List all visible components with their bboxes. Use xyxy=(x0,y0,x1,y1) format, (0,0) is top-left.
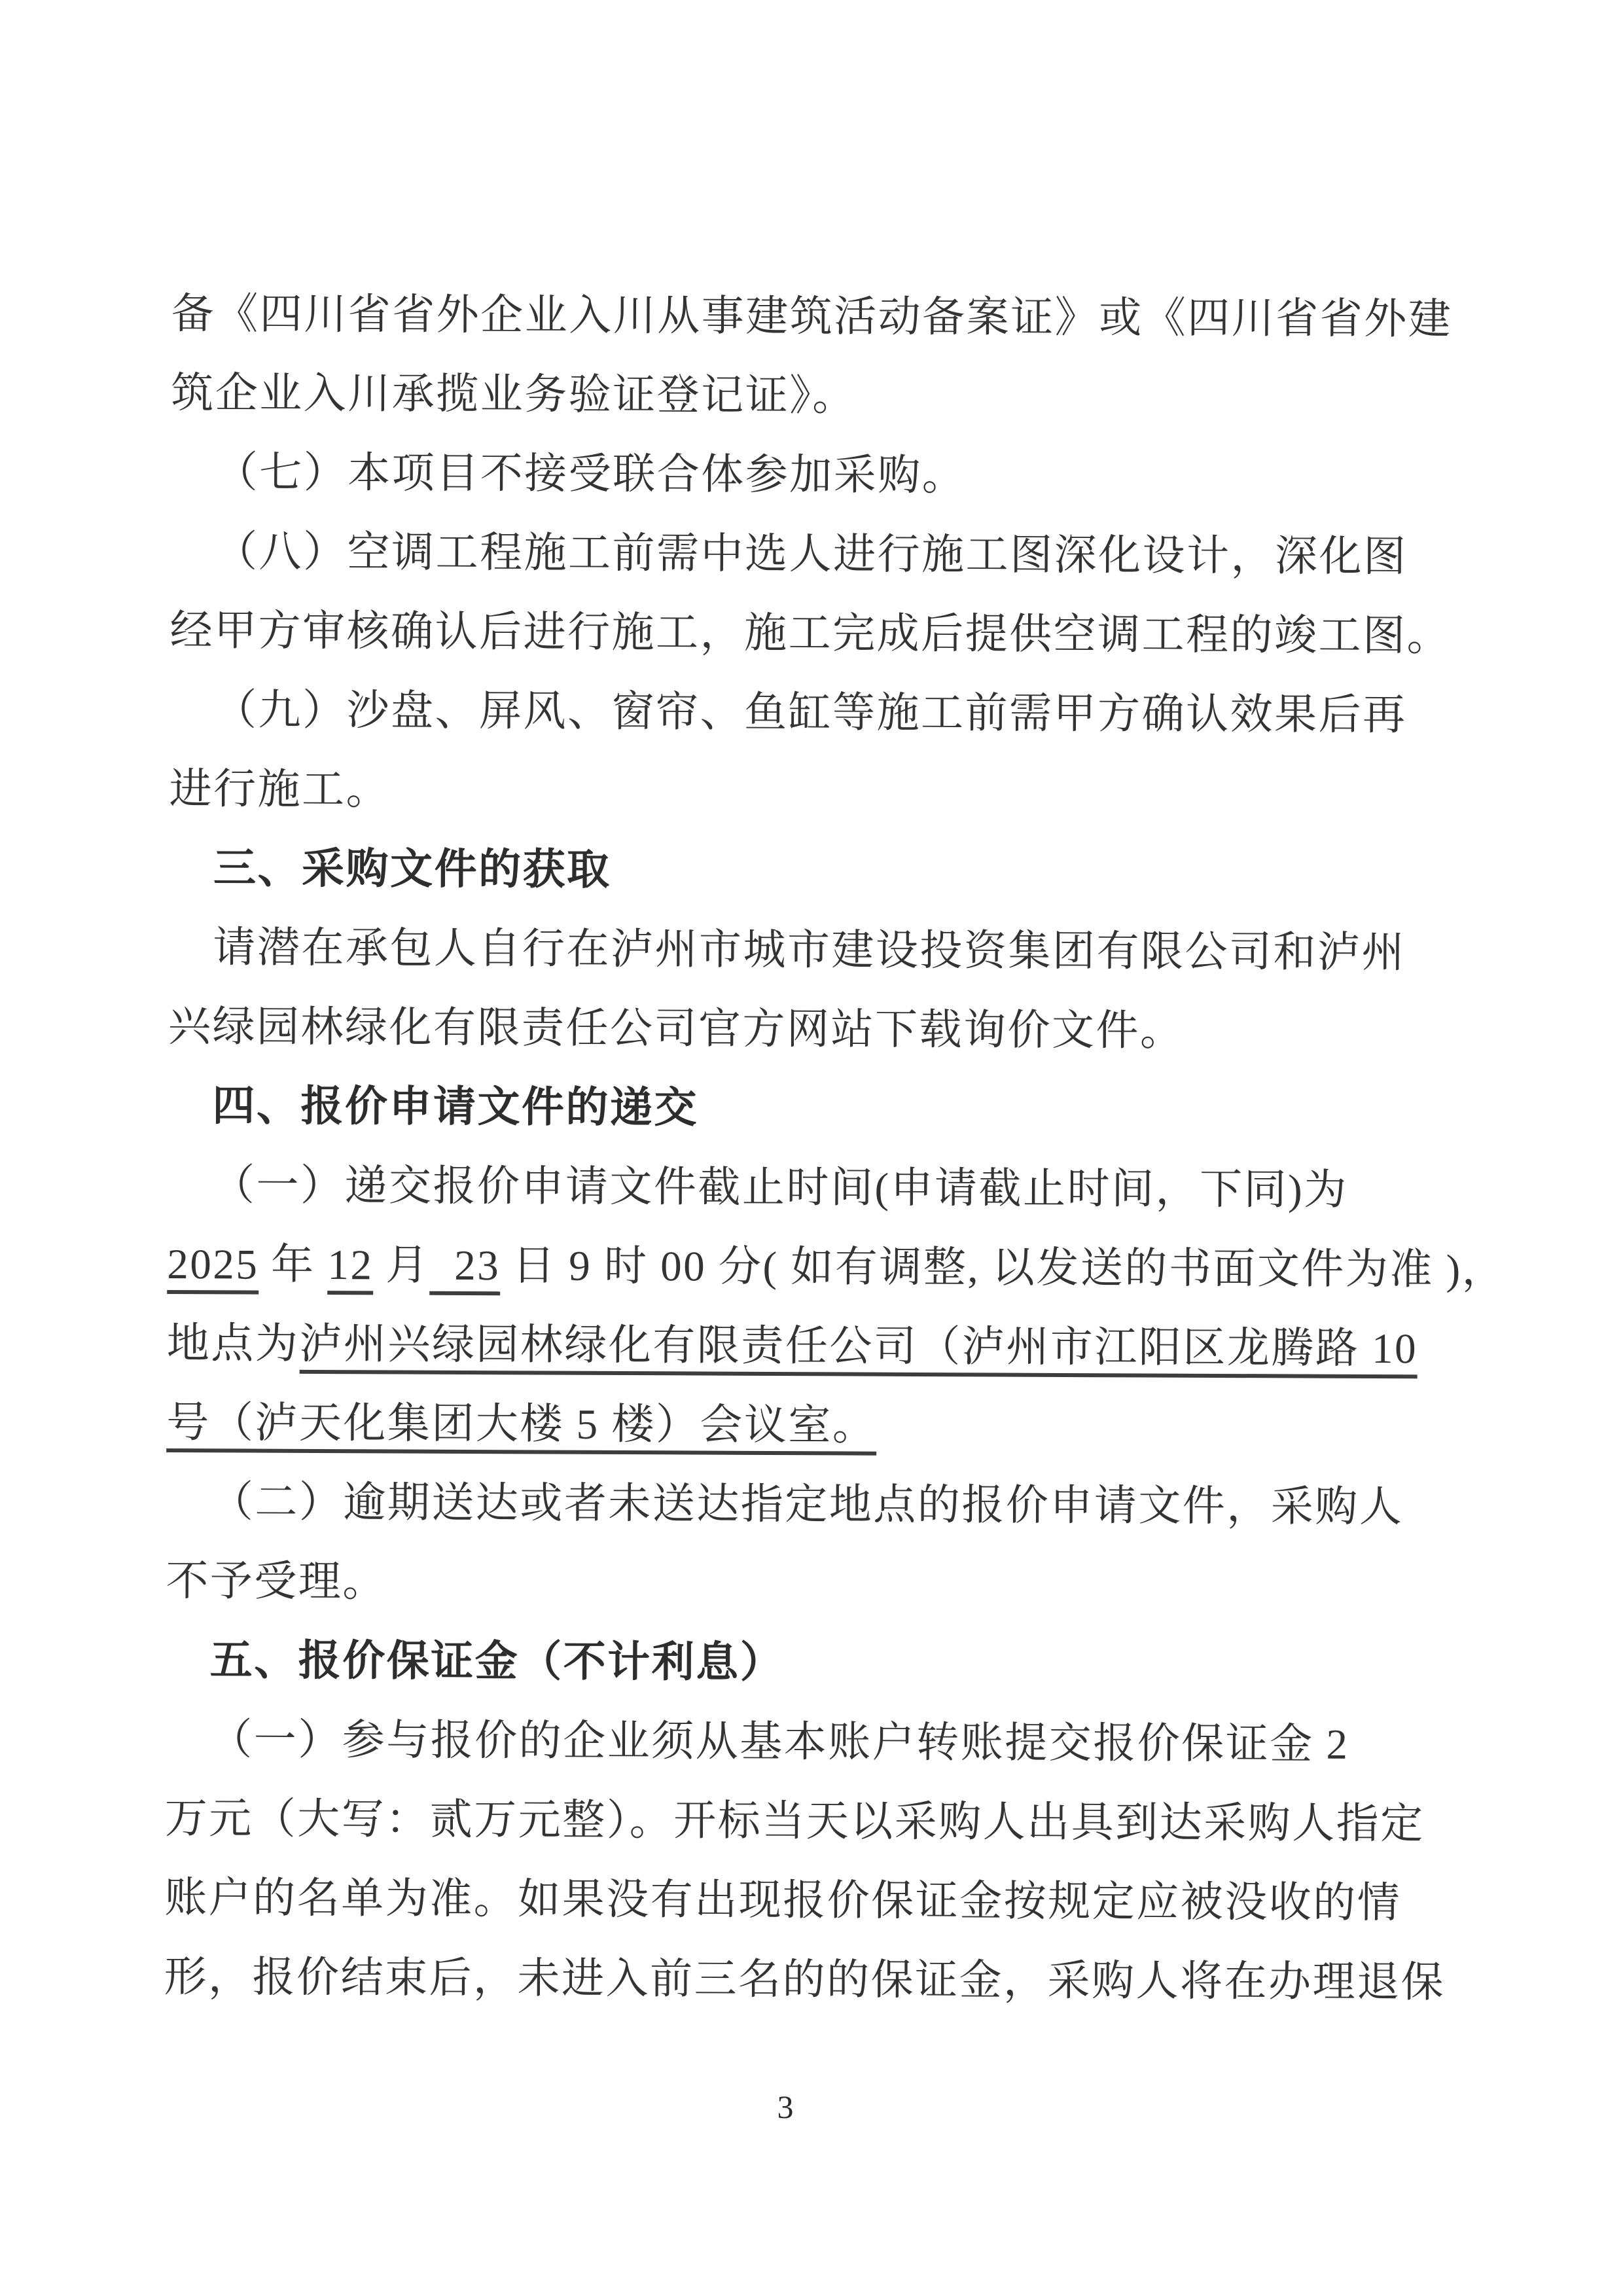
text-run: 筑企业入川承揽业务验证登记证》。 xyxy=(171,369,857,420)
text-run: （二）逾期送达或者未送达指定地点的报价申请文件，采购人 xyxy=(210,1479,1404,1532)
text-run: 兴绿园林绿化有限责任公司官方网站下载询价文件。 xyxy=(168,1003,1185,1055)
text-run: 经甲方审核确认后进行施工，施工完成后提供空调工程的竣工图。 xyxy=(169,607,1452,660)
text-run: （一）参与报价的企业须从基本账户转账提交报价保证金 2 xyxy=(209,1716,1349,1768)
text-run: 形，报价结束后，未进入前三名的的保证金，采购人将在办理退保 xyxy=(164,1953,1446,2007)
text-line xyxy=(168,1146,1467,1231)
underlined-text: 泸州兴绿园林绿化有限责任公司（泸州市江阳区龙腾路 10 xyxy=(299,1321,1418,1378)
text-line xyxy=(164,1938,1463,2023)
text-line xyxy=(168,988,1468,1073)
text-line xyxy=(166,1384,1466,1469)
text-run: 请潜在承包人自行在泸州市城市建设投资集团有限公司和泸州 xyxy=(213,924,1406,977)
text-run: 万元（大写：贰万元整）。开标当天以采购人出具到达采购人指定 xyxy=(164,1795,1425,1848)
underlined-text: 号（泸天化集团大楼 5 楼）会议室。 xyxy=(166,1399,876,1456)
text-run: 地点为 xyxy=(166,1319,300,1368)
text-line xyxy=(167,1304,1467,1390)
underlined-text: 2025 xyxy=(167,1241,259,1295)
text-run: 三、采购文件的获取 xyxy=(213,845,611,894)
text-line xyxy=(169,592,1469,677)
text-line xyxy=(166,1542,1465,1627)
text-run: （七）本项目不接受联合体参加采购。 xyxy=(215,449,967,500)
text-line xyxy=(171,275,1471,360)
text-run: 五、报价保证金（不计利息） xyxy=(209,1637,785,1687)
text-line xyxy=(168,908,1468,994)
text-line xyxy=(165,1700,1465,1785)
text-line xyxy=(169,671,1469,756)
document-body xyxy=(164,275,1507,2023)
text-run: 账户的名单为准。如果没有出现报价保证金按规定应被没收的情 xyxy=(164,1874,1402,1928)
section-heading xyxy=(169,829,1469,914)
text-run: 日 9 时 00 分( 如有调整, 以发送的书面文件为准 )， xyxy=(500,1242,1507,1294)
text-run: 四、报价申请文件的递交 xyxy=(212,1083,699,1132)
text-line xyxy=(170,512,1470,598)
text-line xyxy=(167,1225,1507,1310)
text-line xyxy=(169,750,1469,835)
section-heading xyxy=(165,1621,1465,1706)
text-run: 进行施工。 xyxy=(169,765,391,814)
text-run: 不予受理。 xyxy=(166,1557,387,1606)
text-line xyxy=(164,1780,1464,1865)
text-line xyxy=(164,1859,1464,1944)
text-run: （一）递交报价申请文件截止时间(申请截止时间，下同)为 xyxy=(211,1162,1348,1214)
page-number: 3 xyxy=(777,2089,794,2125)
text-line xyxy=(170,433,1470,518)
text-run: 年 xyxy=(259,1241,328,1289)
text-run: （九）沙盘、屏风、窗帘、鱼缸等施工前需甲方确认效果后再 xyxy=(213,687,1407,740)
text-run: 备《四川省省外企业入川从事建筑活动备案证》或《四川省省外建 xyxy=(171,290,1453,344)
text-line xyxy=(166,1463,1466,1548)
underlined-text: 23 xyxy=(429,1242,500,1295)
text-run: （八）空调工程施工前需中选人进行施工图深化设计，深化图 xyxy=(214,528,1408,581)
text-run: 月 xyxy=(373,1242,430,1289)
underlined-text: 12 xyxy=(327,1242,373,1295)
section-heading xyxy=(168,1067,1467,1152)
text-line xyxy=(171,354,1471,439)
